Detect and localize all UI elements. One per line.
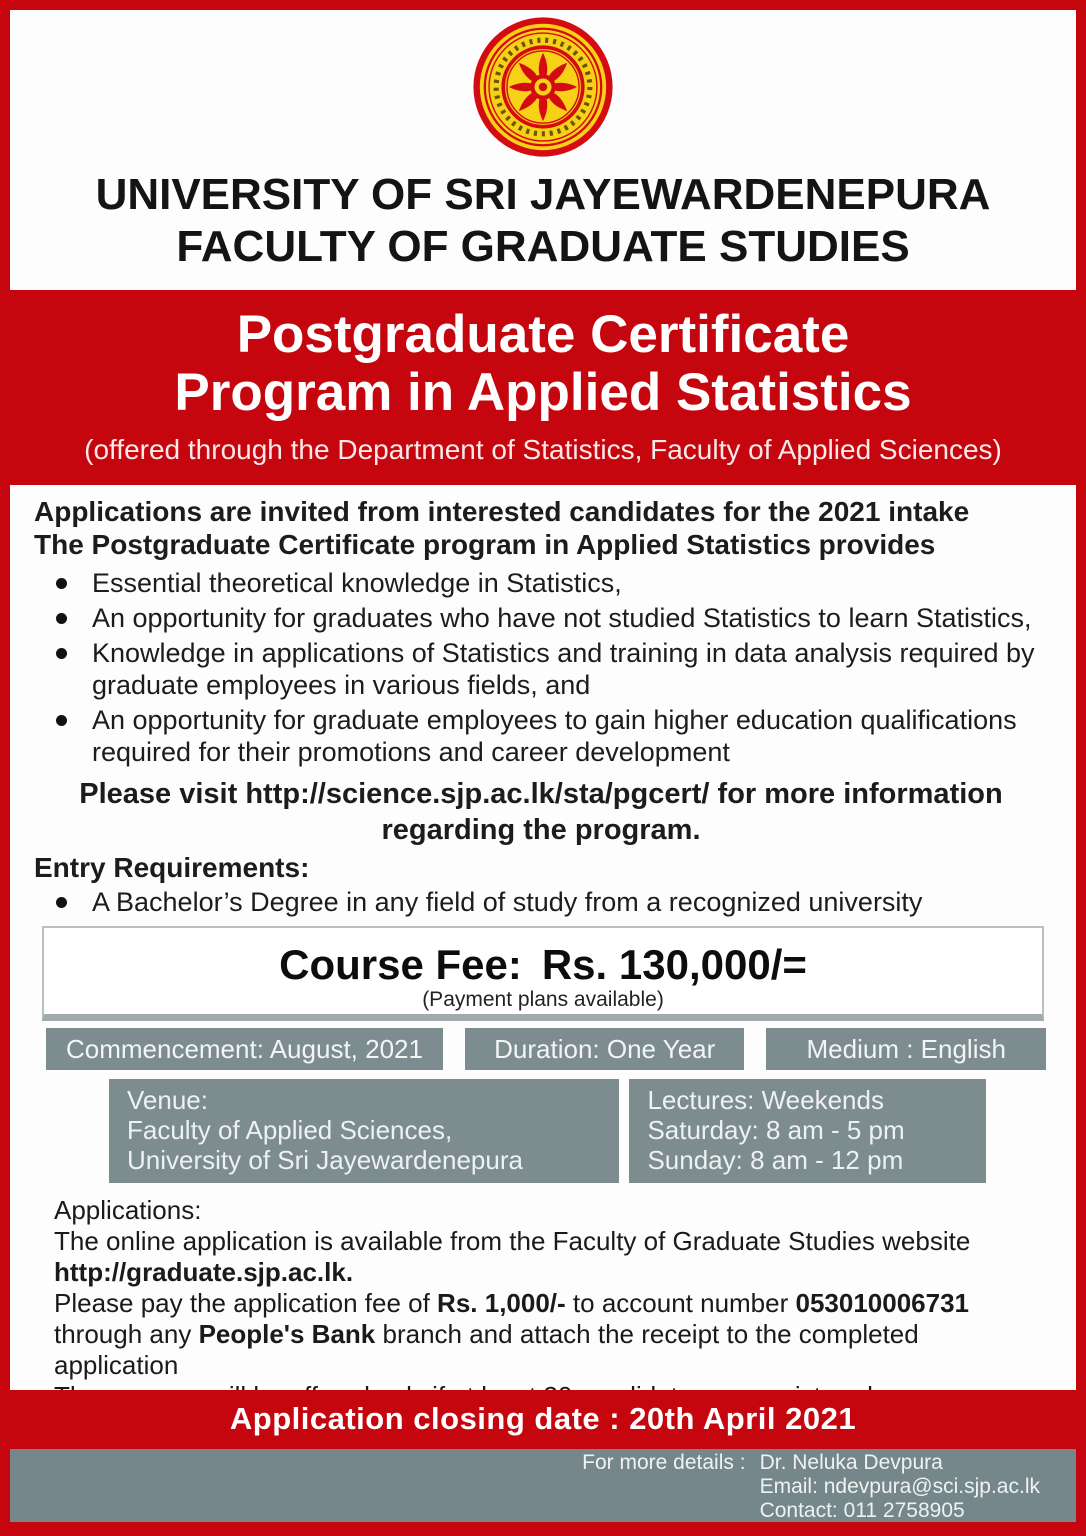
program-facts-row	[46, 1028, 1046, 1070]
lectures-card	[629, 1079, 986, 1183]
program-benefits-list	[34, 567, 1048, 768]
more-info-note	[34, 776, 1048, 848]
medium-chip: Medium : English	[766, 1028, 1046, 1070]
contact-phone: Contact: 011 2758905	[759, 1499, 965, 1522]
title-banner	[0, 290, 1086, 485]
application-fee-amount: Rs. 1,000/-	[437, 1288, 566, 1318]
program-title-line1: Postgraduate Certificate	[236, 305, 850, 364]
payment-plans-note: (Payment plans available)	[422, 988, 664, 1011]
entry-requirement-item: A Bachelor’s Degree in any field of study from a recognized university	[34, 886, 1048, 918]
lectures-schedule: Lectures: Weekends	[647, 1085, 884, 1115]
applications-line1: The online application is available from the Faculty of Graduate Studies website	[54, 1226, 971, 1256]
course-fee-line	[44, 942, 1042, 988]
benefit-item-1: Essential theoretical knowledge in Statistics,	[34, 567, 1048, 599]
intro-line-2: The Postgraduate Certificate program in Applied Statistics provides	[34, 529, 936, 560]
footer-label: For more details :	[582, 1451, 746, 1474]
venue-faculty: Faculty of Applied Sciences,	[127, 1115, 453, 1145]
benefit-item-2: An opportunity for graduates who have not studied Statistics to learn Statistics,	[34, 602, 1048, 634]
footer-contact-bar	[10, 1449, 1076, 1522]
applications-heading: Applications:	[54, 1195, 202, 1225]
lectures-sunday: Sunday: 8 am - 12 pm	[647, 1145, 904, 1175]
header-section	[10, 10, 1076, 290]
lectures-saturday: Saturday: 8 am - 5 pm	[647, 1115, 905, 1145]
applications-bank-line	[54, 1319, 1048, 1381]
intro-line-1: Applications are invited from interested candidates for the 2021 intake	[34, 496, 970, 527]
bank-text-post: branch and attach the receipt to the completed application	[54, 1319, 919, 1380]
footer-contact-details	[760, 1451, 1040, 1523]
duration-chip: Duration: One Year	[465, 1028, 745, 1070]
more-info-line2: regarding the program.	[381, 814, 701, 846]
faculty-name: FACULTY OF GRADUATE STUDIES	[176, 222, 910, 271]
venue-label: Venue:	[127, 1085, 208, 1115]
entry-requirements-heading: Entry Requirements:	[34, 852, 310, 883]
university-seal-icon	[472, 16, 614, 158]
fee-text-mid: to account number	[565, 1288, 796, 1318]
course-fee-box	[42, 926, 1044, 1021]
contact-person-name: Dr. Neluka Devpura	[759, 1451, 943, 1474]
program-title-line2: Program in Applied Statistics	[174, 363, 912, 422]
benefit-item-4: An opportunity for graduate employees to gain higher education qualifications required for their promotions and career development	[34, 704, 1048, 768]
bank-text-pre: through any	[54, 1319, 199, 1349]
more-info-line1: Please visit http://science.sjp.ac.lk/sta/pgcert/ for more information	[79, 778, 1003, 810]
course-fee-amount: Rs. 130,000/=	[541, 941, 807, 988]
bank-name: People's Bank	[198, 1319, 376, 1349]
contact-email: Email: ndevpura@sci.sjp.ac.lk	[759, 1475, 1040, 1498]
closing-date-banner: Application closing date : 20th April 2021	[0, 1390, 1086, 1447]
applications-website-link: http://graduate.sjp.ac.lk.	[54, 1257, 354, 1287]
program-subtitle: (offered through the Department of Statistics, Faculty of Applied Sciences)	[84, 434, 1002, 465]
account-number: 053010006731	[795, 1288, 970, 1318]
commencement-chip: Commencement: August, 2021	[46, 1028, 443, 1070]
university-name: UNIVERSITY OF SRI JAYEWARDENEPURA	[95, 170, 991, 219]
course-fee-label: Course Fee:	[279, 941, 522, 988]
body-section	[10, 485, 1076, 1390]
applications-fee-line	[54, 1288, 1048, 1319]
venue-university: University of Sri Jayewardenepura	[127, 1145, 523, 1175]
venue-card	[109, 1079, 619, 1183]
fee-text-pre: Please pay the application fee of	[54, 1288, 438, 1318]
benefit-item-3: Knowledge in applications of Statistics and training in data analysis required by graduate employees in various fields, and	[34, 637, 1048, 701]
applications-section	[54, 1195, 1048, 1412]
venue-lectures-row	[109, 1079, 986, 1183]
